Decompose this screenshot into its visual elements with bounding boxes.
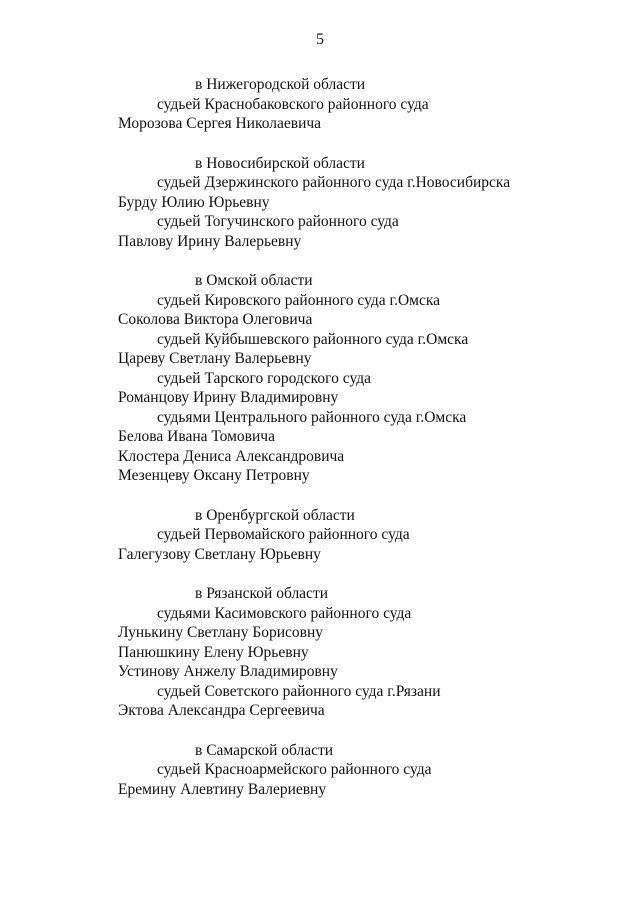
court-line: судьями Центрального районного суда г.Омска [157, 408, 467, 426]
person-name: Еремину Алевтину Валериевну [118, 780, 327, 798]
section-novosibirsk [0, 154, 640, 252]
section-orenburg [0, 506, 640, 565]
court-line: судьей Куйбышевского районного суда г.Омска [157, 330, 469, 348]
person-name: Павлову Ирину Валерьевну [118, 232, 302, 250]
court-line: судьей Советского районного суда г.Рязани [157, 682, 441, 700]
court-line: судьей Красноармейского районного суда [157, 761, 432, 778]
person-name: Панюшкину Елену Юрьевну [118, 643, 309, 661]
section-nizhny-novgorod [0, 75, 640, 134]
person-name: Романцову Ирину Владимировну [118, 389, 339, 406]
page-number: 5 [316, 31, 324, 48]
person-name: Соколова Виктора Олеговича [118, 311, 313, 328]
person-name: Клостера Дениса Александровича [118, 447, 345, 465]
region-heading: в Самарской области [195, 741, 334, 759]
person-name: Эктова Александра Сергеевича [118, 702, 325, 719]
region-heading: в Оренбургской области [195, 506, 355, 524]
region-heading: в Новосибирской области [195, 154, 365, 172]
court-line: судьей Кировского районного суда г.Омска [157, 291, 441, 309]
person-name: Морозова Сергея Николаевича [118, 115, 322, 132]
region-heading: в Рязанской области [195, 585, 329, 602]
court-line: судьей Первомайского районного суда [157, 526, 410, 543]
region-heading: в Нижегородской области [195, 76, 366, 93]
document-body [0, 75, 640, 799]
court-line: судьей Тарского городского суда [157, 369, 371, 387]
person-name: Устинову Анжелу Владимировну [118, 663, 338, 680]
person-name: Бурду Юлию Юрьевну [118, 193, 270, 211]
region-heading: в Омской области [195, 272, 313, 289]
person-name: Белова Ивана Томовича [118, 428, 275, 445]
section-omsk [0, 271, 640, 486]
person-name: Лунькину Светлану Борисовну [118, 624, 324, 641]
court-line: судьей Краснобаковского районного суда [157, 95, 429, 113]
court-line: судьей Дзержинского районного суда г.Новосибирска [157, 174, 511, 191]
court-line: судьей Тогучинского районного суда [157, 213, 399, 230]
person-name: Мезенцеву Оксану Петровну [118, 467, 310, 484]
person-name: Цареву Светлану Валерьевну [118, 350, 312, 367]
section-samara [0, 741, 640, 800]
court-line: судьями Касимовского районного суда [157, 604, 412, 622]
section-ryazan [0, 584, 640, 721]
person-name: Галегузову Светлану Юрьевну [118, 545, 321, 563]
